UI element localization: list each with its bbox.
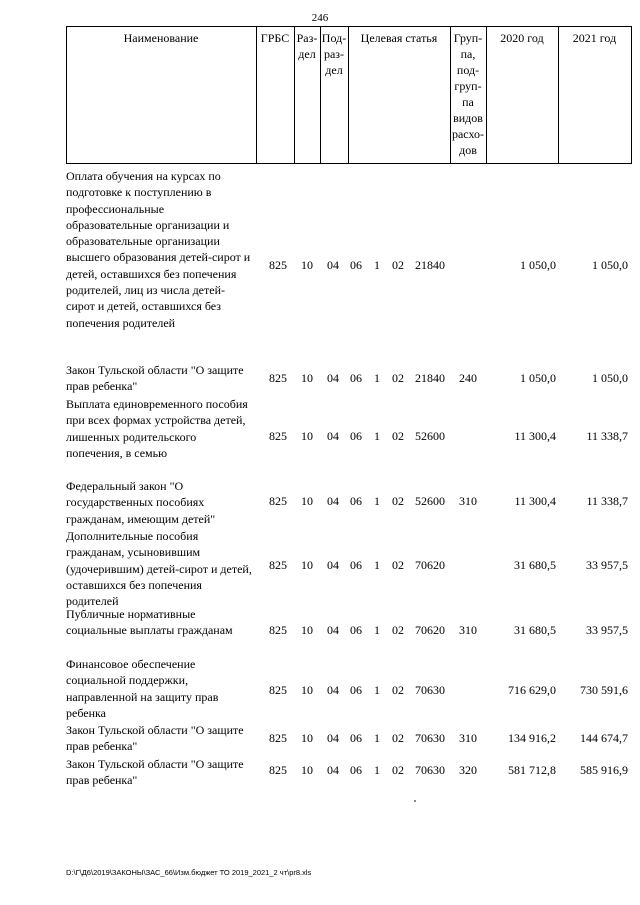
row-target-2: 1 [374, 763, 380, 777]
row-target-3: 02 [392, 429, 404, 443]
row-2021: 730 591,6 [580, 683, 628, 697]
row-podrazdel: 04 [327, 731, 339, 745]
table-row [66, 656, 632, 722]
row-name: Выплата единовременного пособия при всех формах устройства детей, лишенных родительского попечения, в семью [66, 397, 248, 460]
row-target-3: 02 [392, 258, 404, 272]
row-2020: 11 300,4 [514, 429, 556, 443]
row-razdel: 10 [301, 763, 313, 777]
row-2020: 31 680,5 [514, 623, 556, 637]
row-podrazdel: 04 [327, 763, 339, 777]
row-razdel: 10 [301, 623, 313, 637]
row-target-2: 1 [374, 558, 380, 572]
table-header [66, 26, 632, 164]
row-target-2: 1 [374, 623, 380, 637]
row-target-4: 21840 [415, 258, 445, 272]
header-target: Целевая статья [360, 31, 438, 45]
row-2021: 33 957,5 [586, 558, 628, 572]
row-podrazdel: 04 [327, 371, 339, 385]
row-target-1: 06 [350, 623, 362, 637]
row-2021: 585 916,9 [580, 763, 628, 777]
row-vid: 310 [459, 623, 477, 637]
file-path-footer: D:\Г\Д6\2019\ЗАКОНЫ\ЗАС_66\Изм.бюджет ТО 2019_2021_2 чт\pr8.xls [66, 868, 312, 877]
row-2020: 1 050,0 [520, 371, 556, 385]
row-name: Публичные нормативные социальные выплаты гражданам [66, 607, 233, 638]
row-grbs: 825 [269, 683, 287, 697]
row-name: Закон Тульской области "О защите прав ребенка" [66, 363, 244, 394]
row-target-1: 06 [350, 683, 362, 697]
divider [486, 27, 487, 163]
header-2020: 2020 год [500, 31, 544, 45]
page-number: 246 [311, 12, 329, 24]
row-target-3: 02 [392, 623, 404, 637]
row-2020: 1 050,0 [520, 258, 556, 272]
row-vid: 240 [459, 371, 477, 385]
table-row [66, 756, 632, 790]
table-row [66, 722, 632, 756]
row-name: Финансовое обеспечение социальной поддержки, направленной на защиту прав ребенка [66, 657, 219, 720]
table-row [66, 478, 632, 528]
row-grbs: 825 [269, 494, 287, 508]
row-2020: 581 712,8 [508, 763, 556, 777]
table-row [66, 362, 632, 396]
row-razdel: 10 [301, 731, 313, 745]
row-razdel: 10 [301, 429, 313, 443]
row-target-1: 06 [350, 558, 362, 572]
row-target-2: 1 [374, 731, 380, 745]
row-vid: 310 [459, 731, 477, 745]
row-target-2: 1 [374, 683, 380, 697]
row-target-3: 02 [392, 683, 404, 697]
table-row [66, 396, 632, 466]
header-name: Наименование [123, 31, 199, 45]
row-target-2: 1 [374, 429, 380, 443]
row-grbs: 825 [269, 731, 287, 745]
header-podrazdel: Под- раз- дел [321, 31, 347, 77]
row-target-4: 52600 [415, 494, 445, 508]
divider [631, 27, 632, 163]
row-name: Федеральный закон "О государственных пособиях гражданам, имеющим детей" [66, 479, 216, 526]
row-razdel: 10 [301, 683, 313, 697]
row-razdel: 10 [301, 371, 313, 385]
row-razdel: 10 [301, 258, 313, 272]
row-target-4: 70630 [415, 763, 445, 777]
row-target-4: 52600 [415, 429, 445, 443]
row-target-1: 06 [350, 763, 362, 777]
scan-speck [414, 800, 416, 802]
divider [348, 27, 349, 163]
row-target-4: 70630 [415, 731, 445, 745]
row-vid: 310 [459, 494, 477, 508]
divider [256, 27, 257, 163]
row-target-3: 02 [392, 558, 404, 572]
table-row [66, 606, 632, 640]
row-target-3: 02 [392, 763, 404, 777]
row-podrazdel: 04 [327, 623, 339, 637]
row-target-4: 70620 [415, 623, 445, 637]
row-target-2: 1 [374, 494, 380, 508]
row-grbs: 825 [269, 763, 287, 777]
row-target-3: 02 [392, 731, 404, 745]
row-2021: 1 050,0 [592, 371, 628, 385]
row-target-4: 70630 [415, 683, 445, 697]
row-podrazdel: 04 [327, 258, 339, 272]
row-2020: 11 300,4 [514, 494, 556, 508]
row-vid: 320 [459, 763, 477, 777]
header-razdel: Раз- дел [296, 31, 318, 61]
row-target-4: 21840 [415, 371, 445, 385]
row-podrazdel: 04 [327, 558, 339, 572]
header-2021: 2021 год [572, 31, 617, 45]
row-2021: 33 957,5 [586, 623, 628, 637]
row-name: Дополнительные пособия гражданам, усыновившим (удочерившим) детей-сирот и детей, оставшихся без попечения родителей [66, 529, 252, 609]
header-grbs: ГРБС [260, 31, 290, 45]
row-podrazdel: 04 [327, 683, 339, 697]
row-target-2: 1 [374, 258, 380, 272]
row-2021: 11 338,7 [586, 494, 628, 508]
row-2021: 1 050,0 [592, 258, 628, 272]
row-target-3: 02 [392, 494, 404, 508]
row-grbs: 825 [269, 558, 287, 572]
row-podrazdel: 04 [327, 429, 339, 443]
row-target-1: 06 [350, 371, 362, 385]
table-row [66, 168, 632, 348]
row-2020: 716 629,0 [508, 683, 556, 697]
row-2021: 144 674,7 [580, 731, 628, 745]
row-2020: 31 680,5 [514, 558, 556, 572]
row-2021: 11 338,7 [586, 429, 628, 443]
divider [558, 27, 559, 163]
row-target-2: 1 [374, 371, 380, 385]
divider [66, 27, 67, 163]
row-grbs: 825 [269, 371, 287, 385]
row-grbs: 825 [269, 429, 287, 443]
row-razdel: 10 [301, 494, 313, 508]
table-row [66, 528, 632, 609]
row-target-3: 02 [392, 371, 404, 385]
row-target-4: 70620 [415, 558, 445, 572]
row-grbs: 825 [269, 623, 287, 637]
header-vid: Груп- па, под- груп- па видов расхо- дов [451, 31, 485, 157]
row-target-1: 06 [350, 494, 362, 508]
row-2020: 134 916,2 [508, 731, 556, 745]
row-name: Оплата обучения на курсах по подготовке к поступлению в профессиональные образовательные организации и образовательные организации высшего образования детей-сирот и детей, оставшихся без попечения родителей, лиц из числа детей-сирот и детей, оставшихся без попечения родителей [66, 169, 251, 330]
row-target-1: 06 [350, 258, 362, 272]
row-razdel: 10 [301, 558, 313, 572]
row-name: Закон Тульской области "О защите прав ребенка" [66, 723, 244, 754]
row-target-1: 06 [350, 429, 362, 443]
row-name: Закон Тульской области "О защите прав ребенка" [66, 757, 244, 788]
row-podrazdel: 04 [327, 494, 339, 508]
row-grbs: 825 [269, 258, 287, 272]
row-target-1: 06 [350, 731, 362, 745]
